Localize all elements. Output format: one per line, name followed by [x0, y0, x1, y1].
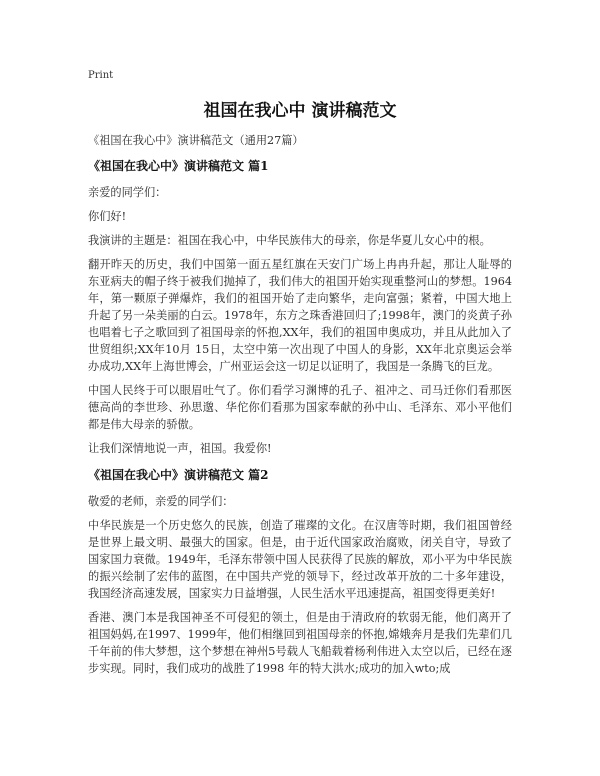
- paragraph: 翻开昨天的历史，我们中国第一面五星红旗在天安门广场上冉冉升起，那让人耻辱的东亚病夫的帽子终于被我们抛掉了，我们伟大的祖国开始实现重整河山的梦想。1964年，第一颗原子弹爆炸，我们的祖国开始了走向繁华，走向富强；紧着，中国大地上升起了另一朵美丽的白云。1978年，东方之珠香港回归了;1998年，澳门的炎黄子孙也唱着七子之歌回到了祖国母亲的怀抱,XX年，我们的祖国申奥成功，并且从此加入了世贸组织;XX年10月 15日，太空中第一次出现了中国人的身影，XX年北京奥运会举办成功,XX年上海世博会，广州亚运会这一切足以证明了，我国是一条腾飞的巨龙。: [88, 258, 512, 373]
- paragraph: 我演讲的主题是：祖国在我心中，中华民族伟大的母亲，你是华夏儿女心中的根。: [88, 234, 491, 247]
- page-title: 祖国在我心中 演讲稿范文: [203, 101, 397, 121]
- print-label: Print: [88, 70, 114, 81]
- section-heading: 《祖国在我心中》演讲稿范文 篇2: [88, 468, 269, 482]
- paragraph: 你们好!: [88, 210, 127, 223]
- paragraph: 香港、澳门本是我国神圣不可侵犯的领土，但是由于清政府的软弱无能，他们离开了祖国妈妈,在1997、1999年，他们相继回到祖国母亲的怀抱,嫦娥奔月是我们先辈们几千年前的伟大梦想，这个梦想在神州5号载人飞船载着杨利伟进入太空以后，已经在逐步实现。同时，我们成功的战胜了1998 年的特大洪水;成功的加入wto;成: [88, 611, 512, 675]
- paragraph: 中国人民终于可以眼眉吐气了。你们看学习渊博的孔子、祖冲之、司马迁你们看那医德高尚的李世珍、孙思邈、华佗你们看那为国家奉献的孙中山、毛泽东、邓小平他们都是伟大母亲的骄傲。: [88, 384, 512, 431]
- paragraph: 让我们深情地说一声，祖国。我爱你!: [88, 442, 272, 455]
- paragraph: 中华民族是一个历史悠久的民族，创造了璀璨的文化。在汉唐等时期，我们祖国曾经是世界上最文明、最强大的国家。但是，由于近代国家政治腐败，闭关自守，导致了国家国力衰微。1949年，毛泽东带领中国人民获得了民族的解放，邓小平为中华民族的振兴绘制了宏伟的蓝图，在中国共产党的领导下，经过改革开放的二十多年建设，我国经济高速发展，国家实力日益增强，人民生活水平迅速提高，祖国变得更美好!: [88, 519, 512, 600]
- paragraph: 敬爱的老师，亲爱的同学们：: [88, 495, 234, 508]
- document-body: [88, 132, 512, 684]
- paragraph: 亲爱的同学们：: [88, 186, 167, 199]
- document-subtitle: 《祖国在我心中》演讲稿范文（通用27篇）: [88, 134, 304, 147]
- section-heading: 《祖国在我心中》演讲稿范文 篇1: [88, 159, 269, 173]
